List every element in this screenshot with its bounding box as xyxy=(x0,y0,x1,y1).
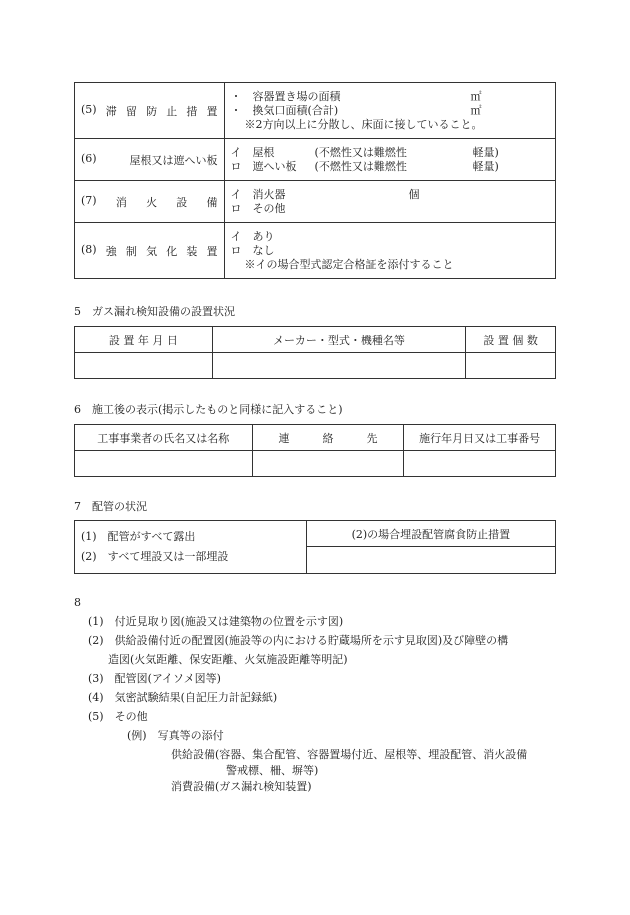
item-label-char: 消 xyxy=(115,195,127,209)
item-label: 屋根又は遮へい板 xyxy=(129,153,218,167)
unit-sqm: ㎡ xyxy=(470,103,482,117)
header-install-date: 設 置 年 月 日 xyxy=(75,327,213,353)
content-cell xyxy=(224,139,555,181)
item-label-char: 留 xyxy=(125,104,137,118)
attachment-item: (2) 供給設備付近の配置図(施設等の内における貯蔵場所を示す見取図)及び障壁の構 xyxy=(88,634,509,647)
content-line: ロ 遮へい板 xyxy=(230,159,297,173)
example-line: 警戒標、柵、塀等) xyxy=(226,764,319,777)
input-corrosion-measure[interactable] xyxy=(306,547,555,574)
label-cell xyxy=(75,83,225,139)
piping-status-table xyxy=(74,520,556,574)
item-label-char: 防 xyxy=(146,104,158,118)
item-label-char: 強 xyxy=(105,244,117,258)
input-contact[interactable] xyxy=(252,451,404,477)
count-unit: 個 xyxy=(408,187,420,201)
item-number: (5) xyxy=(81,102,97,116)
equipment-table xyxy=(74,82,556,279)
row-roof-shield xyxy=(75,139,556,181)
item-label-char: 置 xyxy=(206,244,218,258)
material-note: (不燃性又は難燃性 xyxy=(314,145,407,159)
input-maker-model[interactable] xyxy=(212,353,465,379)
input-contractor-name[interactable] xyxy=(75,451,253,477)
item-number: (6) xyxy=(81,151,97,165)
row-stagnation-prevention xyxy=(75,83,556,139)
attachment-item: (5) その他 xyxy=(88,710,148,723)
label-cell xyxy=(75,223,225,279)
unit-sqm: ㎡ xyxy=(470,89,482,103)
piping-option-buried: (2) すべて埋設又は一部埋設 xyxy=(81,550,229,563)
item-label-char: 措 xyxy=(186,104,198,118)
attachment-item: (1) 付近見取り図(施設又は建築物の位置を示す図) xyxy=(88,615,344,628)
input-install-date[interactable] xyxy=(75,353,213,379)
post-construction-table xyxy=(74,424,556,477)
item-label-char: 止 xyxy=(166,104,178,118)
header-maker-model: メーカー・型式・機種名等 xyxy=(212,327,465,353)
content-line: イ あり xyxy=(230,229,275,243)
item-label-char: 滞 xyxy=(105,104,117,118)
content-line: イ 屋根 xyxy=(230,145,275,159)
attachment-item-continued: 造図(火気距離、保安距離、火気施設距離等明記) xyxy=(108,653,348,666)
content-cell xyxy=(224,83,555,139)
section-5-title: 5 ガス漏れ検知設備の設置状況 xyxy=(74,305,235,318)
content-line: ・ 容器置き場の面積 xyxy=(230,89,341,103)
item-label-char: 火 xyxy=(146,195,158,209)
row-fire-equipment xyxy=(75,181,556,223)
section-7-title: 7 配管の状況 xyxy=(74,500,147,513)
input-date-or-number[interactable] xyxy=(404,451,556,477)
section-6-title: 6 施工後の表示(掲示したものと同様に記入すること) xyxy=(74,403,343,416)
content-cell xyxy=(224,181,555,223)
item-label-char: 装 xyxy=(186,244,198,258)
attachment-item: (4) 気密試験結果(自記圧力計記録紙) xyxy=(88,691,278,704)
header-contact: 連 絡 先 xyxy=(252,425,404,451)
material-light: 軽量) xyxy=(472,145,499,159)
item-number: (7) xyxy=(81,193,97,207)
header-install-count: 設 置 個 数 xyxy=(466,327,556,353)
gas-leak-detector-table xyxy=(74,326,556,379)
item-label-char: 備 xyxy=(206,195,218,209)
row-forced-vaporizer xyxy=(75,223,556,279)
note-line: ※2方向以上に分散し、床面に接していること。 xyxy=(244,117,483,131)
content-line: イ 消火器 xyxy=(230,187,286,201)
example-line: 供給設備(容器、集合配管、容器置場付近、屋根等、埋設配管、消火設備 xyxy=(171,748,528,761)
label-cell xyxy=(75,181,225,223)
content-line: ロ なし xyxy=(230,243,275,257)
item-label-char: 制 xyxy=(125,244,137,258)
item-label-char: 置 xyxy=(206,104,218,118)
piping-options-cell xyxy=(75,521,307,574)
item-number: (8) xyxy=(81,242,97,256)
label-cell xyxy=(75,139,225,181)
content-line: ロ その他 xyxy=(230,201,286,215)
item-label-char: 気 xyxy=(146,244,158,258)
note-line: ※イの場合型式認定合格証を添付すること xyxy=(244,257,454,271)
section-8-title: 8 xyxy=(74,596,81,609)
content-line: ・ 換気口面積(合計) xyxy=(230,103,339,117)
header-corrosion-measure: (2)の場合埋設配管腐食防止措置 xyxy=(306,521,555,547)
piping-option-exposed: (1) 配管がすべて露出 xyxy=(81,530,196,543)
example-line: 消費設備(ガス漏れ検知装置) xyxy=(171,780,312,793)
attachment-item: (3) 配管図(アイソメ図等) xyxy=(88,672,221,685)
content-cell xyxy=(224,223,555,279)
material-light: 軽量) xyxy=(472,159,499,173)
example-label: (例) 写真等の添付 xyxy=(127,729,224,742)
input-install-count[interactable] xyxy=(466,353,556,379)
header-contractor-name: 工事事業者の氏名又は名称 xyxy=(75,425,253,451)
header-date-or-number: 施行年月日又は工事番号 xyxy=(404,425,556,451)
material-note: (不燃性又は難燃性 xyxy=(314,159,407,173)
item-label-char: 設 xyxy=(176,195,188,209)
item-label-char: 化 xyxy=(166,244,178,258)
